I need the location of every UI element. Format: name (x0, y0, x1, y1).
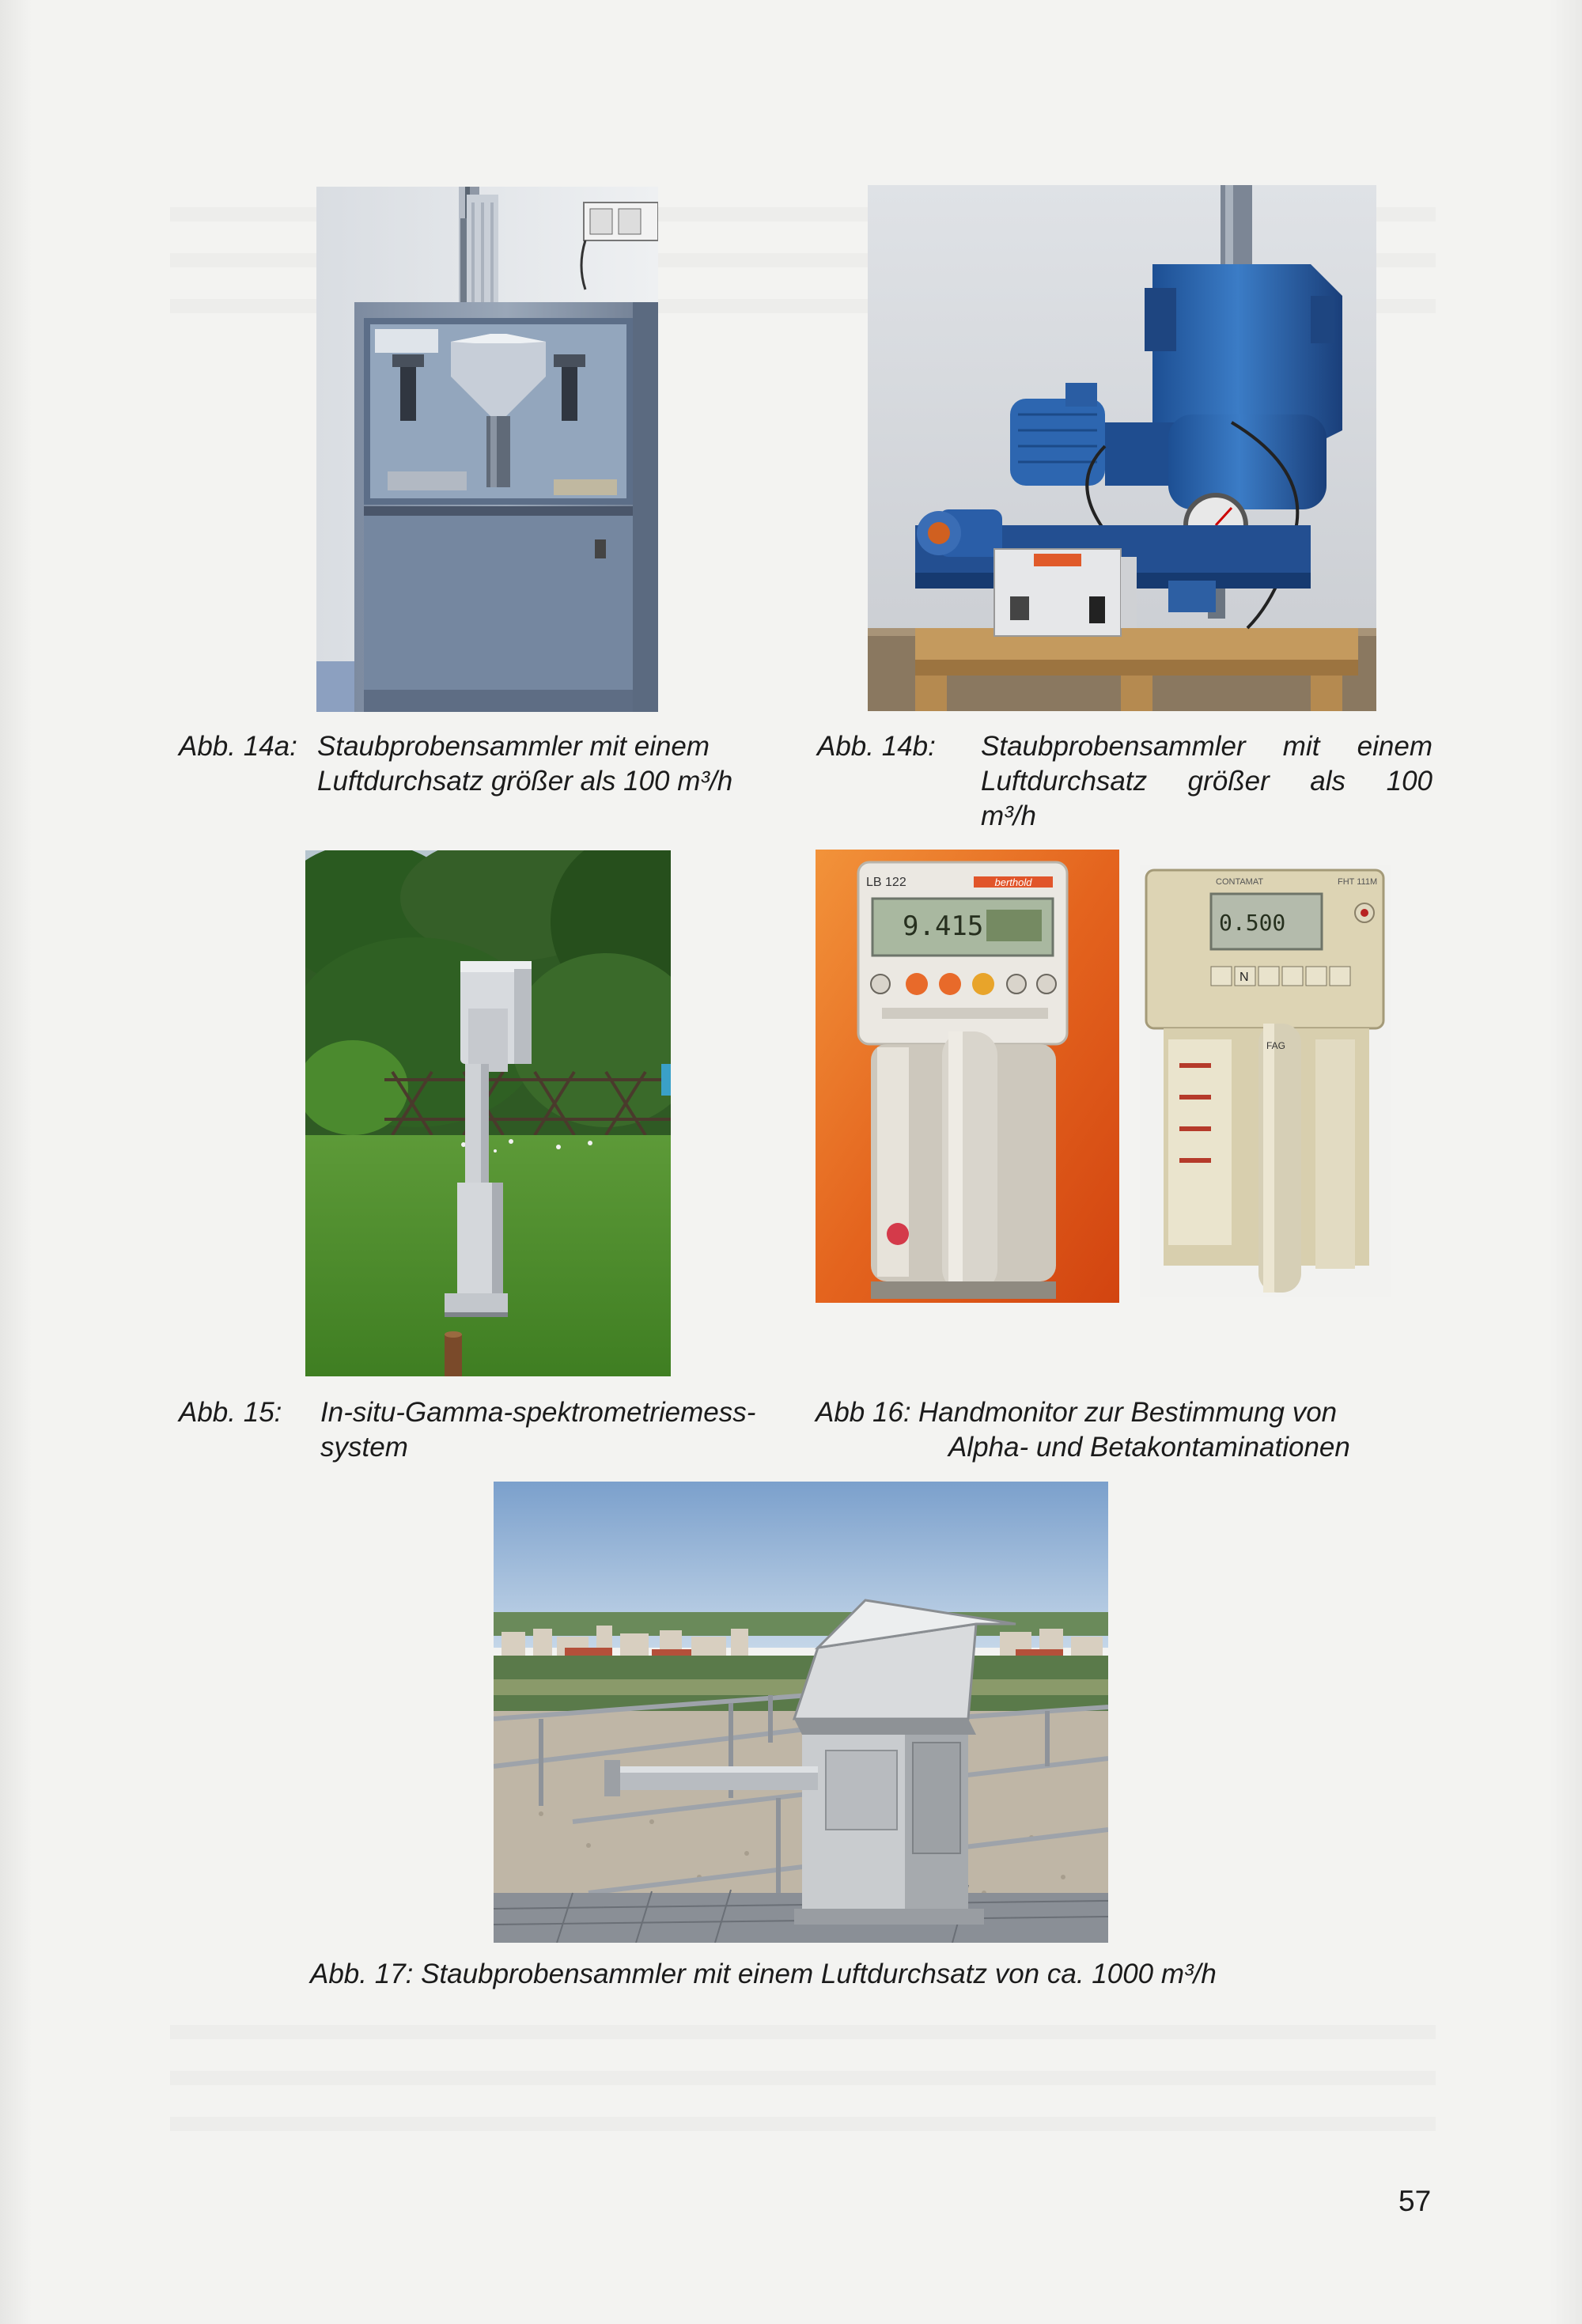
photo-in-situ-gamma-system (305, 850, 671, 1376)
caption-label: Abb 16: (816, 1397, 911, 1428)
photo-handmonitor-lb122 (816, 850, 1119, 1303)
caption-fig14b (817, 729, 1433, 835)
bleed-through-line (170, 2071, 1436, 2085)
caption-line: Luftdurchsatz größer als 100 (981, 766, 1433, 797)
device-model-lb122: LB 122 (866, 876, 906, 889)
device-code: FHT 111M (1338, 877, 1378, 887)
caption-text: Abb. 17: Staubprobensammler mit einem Luftdurchsatz von ca. 1000 m³/h (310, 1959, 1217, 1989)
bleed-through-line (170, 2025, 1436, 2039)
photo-handmonitor-contamat (1140, 865, 1391, 1297)
photo-staubprobensammler-14a (316, 187, 658, 712)
caption-line: Handmonitor zur Bestimmung von (918, 1397, 1338, 1428)
caption-line: Alpha- und Betakontaminationen (948, 1432, 1350, 1463)
lcd-reading-contamat: 0.500 (1219, 910, 1286, 936)
button-n-label: N (1239, 971, 1249, 984)
device-brand-fag: FAG (1266, 1040, 1286, 1051)
lcd-reading: 9.415 (903, 910, 984, 942)
caption-label: Abb. 15: (179, 1397, 282, 1428)
caption-line: system (320, 1432, 408, 1463)
caption-fig14a (179, 729, 785, 801)
photo-staubprobensammler-14b (868, 185, 1376, 711)
caption-line: Staubprobensammler mit einem (981, 731, 1433, 762)
page-number: 57 (1398, 2185, 1432, 2217)
caption-line: Staubprobensammler mit einem (317, 731, 710, 762)
photo-staubprobensammler-1000 (494, 1482, 1108, 1943)
caption-label: Abb. 14b: (817, 731, 936, 762)
caption-line: Luftdurchsatz größer als 100 m³/h (317, 766, 733, 797)
bleed-through-line (170, 2117, 1436, 2131)
device-model-contamat: CONTAMAT (1216, 877, 1264, 887)
caption-label: Abb. 14a: (179, 731, 297, 762)
caption-fig17 (310, 1957, 1354, 1993)
caption-fig15 (179, 1395, 804, 1467)
device-brand-berthold: berthold (994, 876, 1032, 888)
caption-line: In-situ-Gamma-spektrometriemess- (320, 1397, 756, 1428)
caption-line: m³/h (981, 801, 1036, 831)
caption-fig16 (816, 1395, 1433, 1467)
